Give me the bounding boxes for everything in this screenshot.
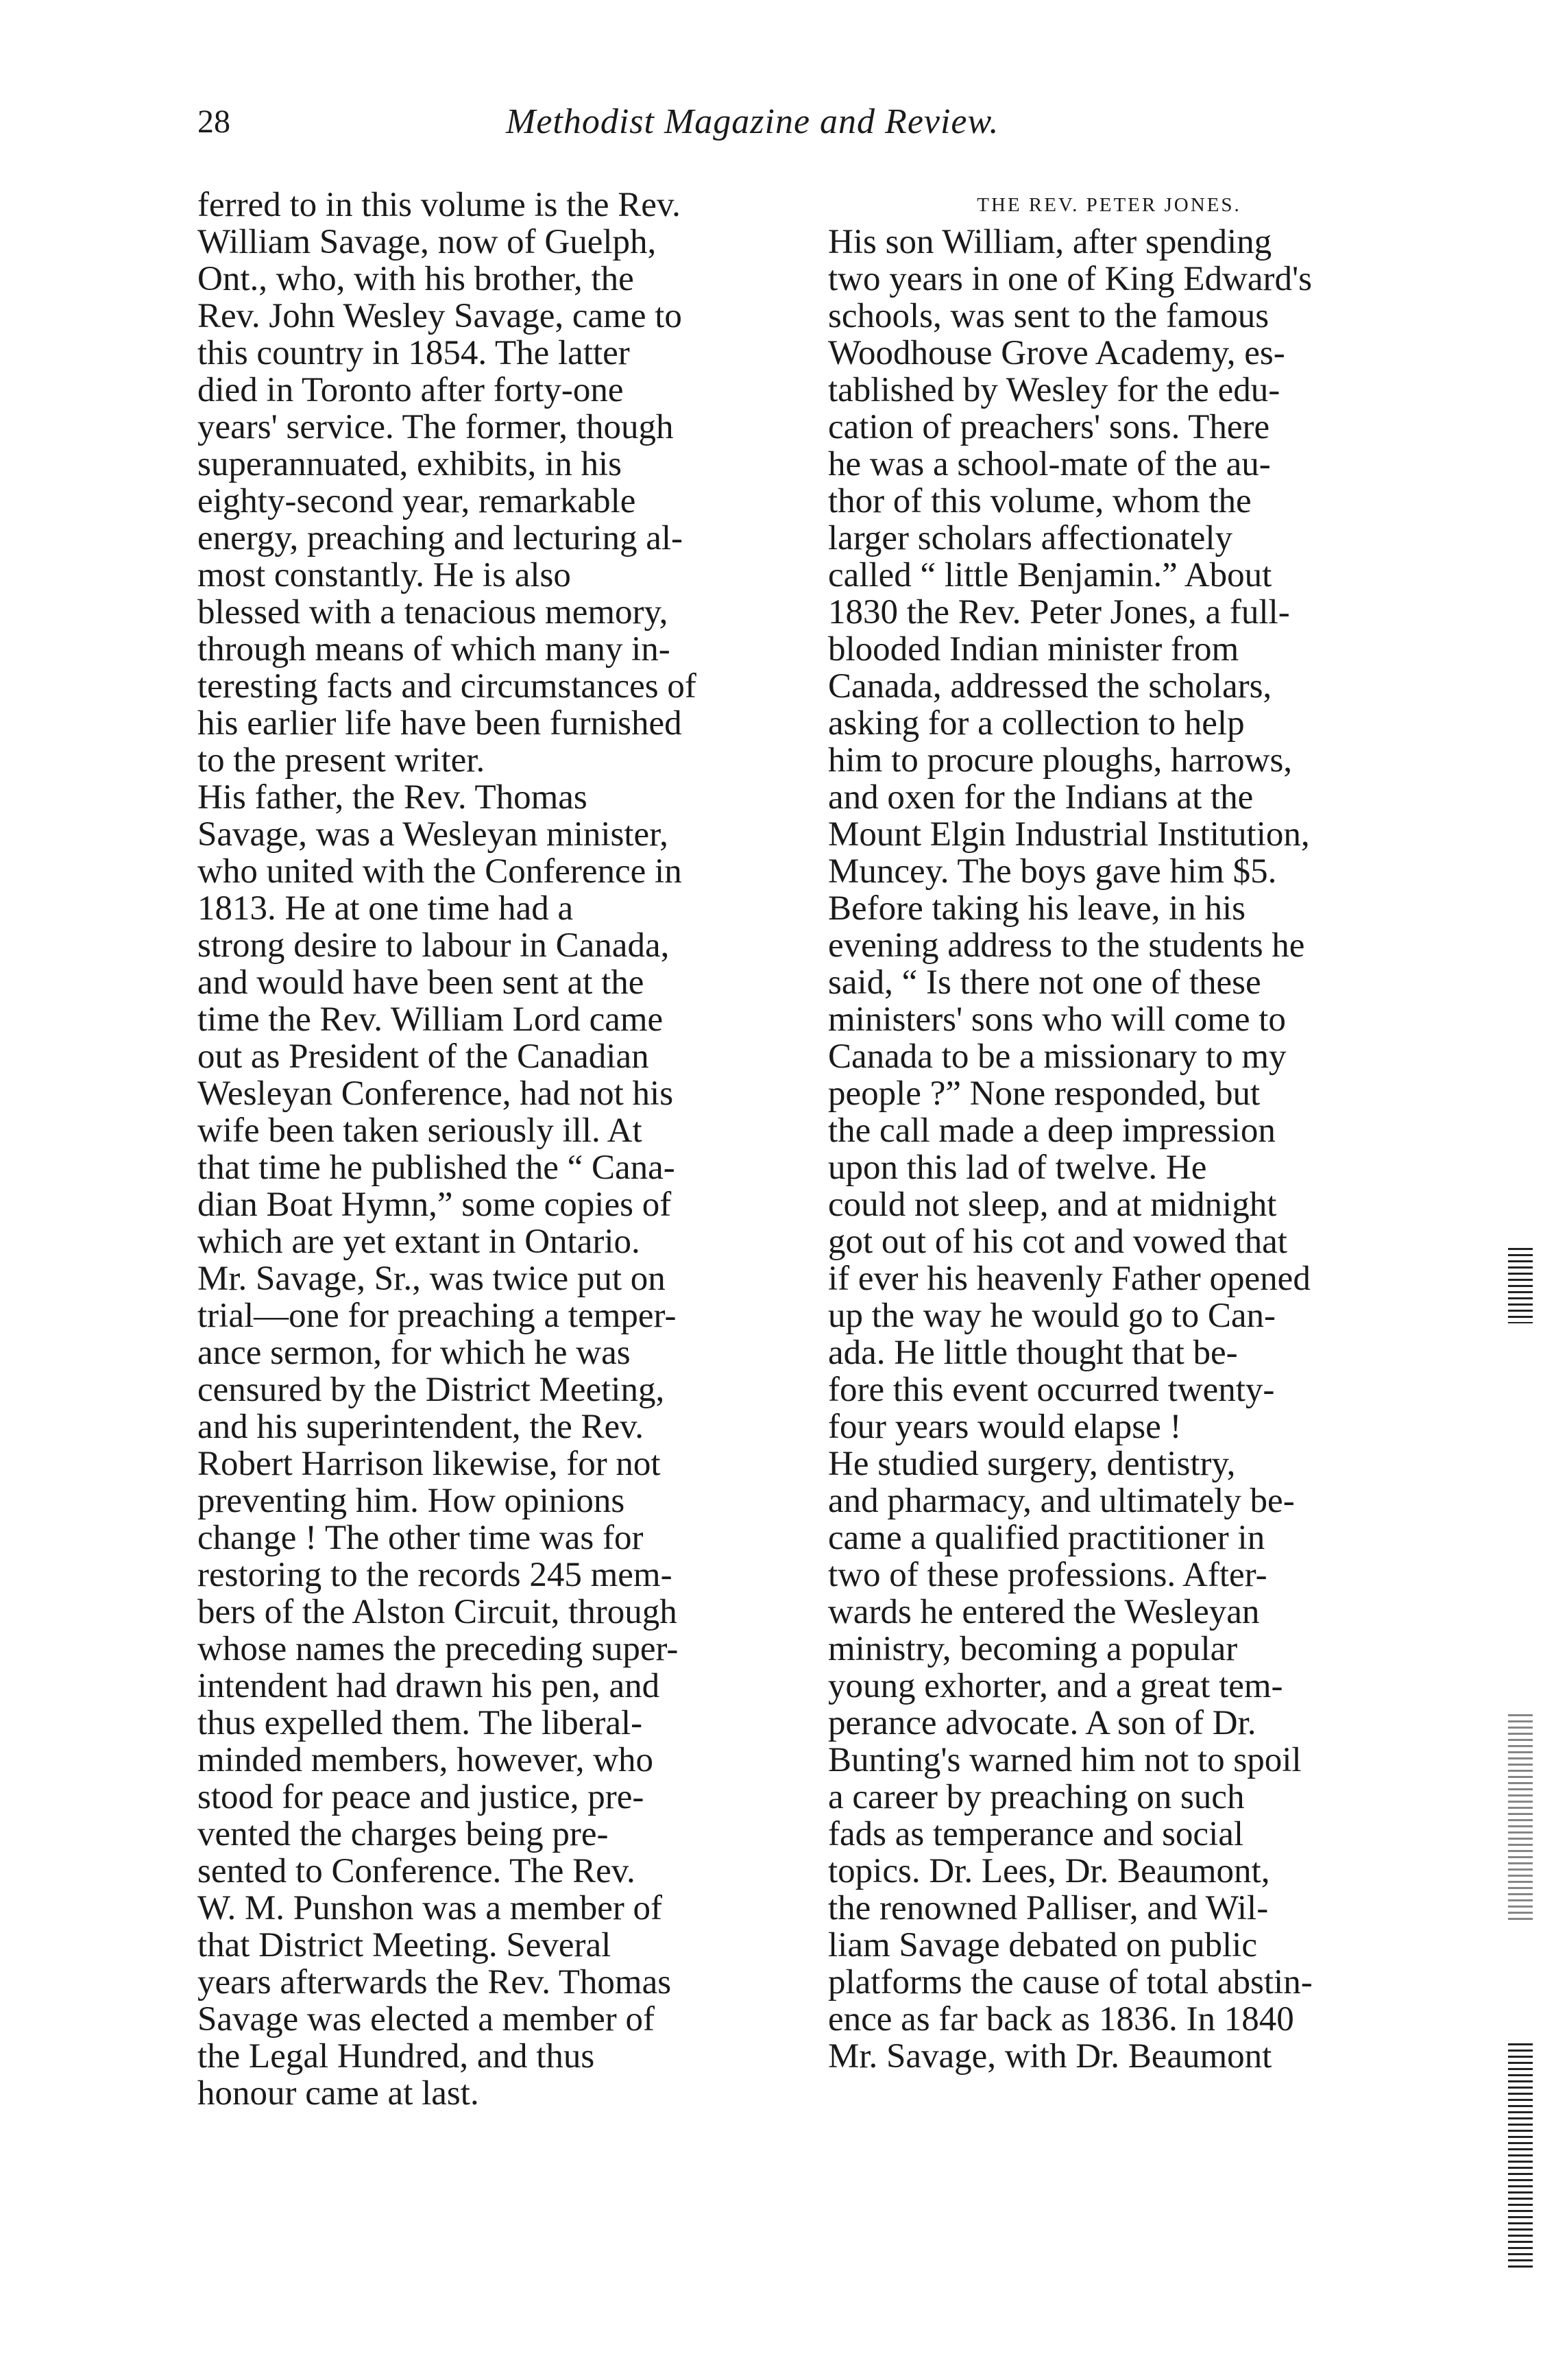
text-line: two of these professions. After- — [828, 1556, 1267, 1594]
text-line: to the present writer. — [197, 741, 485, 780]
text-line: that District Meeting. Several — [197, 1926, 611, 1964]
text-line: upon this lad of twelve. He — [828, 1149, 1207, 1187]
text-line: ance sermon, for which he was — [197, 1334, 631, 1372]
text-line: vented the charges being pre- — [197, 1815, 609, 1853]
margin-scan-mark — [1508, 1714, 1533, 1920]
text-line: and pharmacy, and ultimately be- — [828, 1482, 1295, 1520]
section-heading: THE REV. PETER JONES. — [977, 194, 1241, 216]
text-line: stood for peace and justice, pre- — [197, 1778, 644, 1816]
text-line: his earlier life have been furnished — [197, 704, 682, 743]
text-line: could not sleep, and at midnight — [828, 1186, 1277, 1224]
text-line: bers of the Alston Circuit, through — [197, 1593, 677, 1631]
text-line: William Savage, now of Guelph, — [197, 223, 657, 261]
text-line: 1813. He at one time had a — [197, 889, 574, 928]
text-line: the call made a deep impression — [828, 1111, 1276, 1150]
text-line: thus expelled them. The liberal- — [197, 1704, 643, 1742]
text-line: Canada to be a missionary to my — [828, 1037, 1287, 1076]
text-line: and would have been sent at the — [197, 963, 644, 1002]
text-line: most constantly. He is also — [197, 556, 571, 594]
text-line: that time he published the “ Cana- — [197, 1149, 675, 1187]
text-line: strong desire to labour in Canada, — [197, 926, 670, 965]
text-line: 1830 the Rev. Peter Jones, a full- — [828, 593, 1290, 632]
text-line: energy, preaching and lecturing al- — [197, 519, 683, 557]
text-line: ferred to in this volume is the Rev. — [197, 186, 681, 224]
text-line: Savage was elected a member of — [197, 2000, 655, 2039]
text-line: His son William, after spending — [828, 223, 1272, 261]
text-line: a career by preaching on such — [828, 1778, 1245, 1816]
text-line: Savage, was a Wesleyan minister, — [197, 815, 668, 854]
text-line: time the Rev. William Lord came — [197, 1000, 664, 1039]
text-line: platforms the cause of total abstin- — [828, 1963, 1313, 2002]
text-line: got out of his cot and vowed that — [828, 1223, 1287, 1261]
text-line: asking for a collection to help — [828, 704, 1245, 743]
text-line: he was a school-mate of the au- — [828, 445, 1271, 483]
text-line: ence as far back as 1836. In 1840 — [828, 2000, 1294, 2039]
text-line: Robert Harrison likewise, for not — [197, 1445, 661, 1483]
text-line: liam Savage debated on public — [828, 1926, 1257, 1964]
text-line: His father, the Rev. Thomas — [197, 778, 587, 817]
text-line: tablished by Wesley for the edu- — [828, 371, 1280, 409]
margin-scan-mark — [1508, 2043, 1533, 2270]
text-line: W. M. Punshon was a member of — [197, 1889, 663, 1927]
text-line: He studied surgery, dentistry, — [828, 1445, 1236, 1483]
text-line: up the way he would go to Can- — [828, 1297, 1276, 1335]
text-line: the Legal Hundred, and thus — [197, 2037, 595, 2076]
text-line: which are yet extant in Ontario. — [197, 1223, 640, 1261]
text-line: wife been taken seriously ill. At — [197, 1111, 642, 1150]
text-line: young exhorter, and a great tem- — [828, 1667, 1283, 1705]
text-line: him to procure ploughs, harrows, — [828, 741, 1293, 780]
text-line: ministers' sons who will come to — [828, 1000, 1286, 1039]
text-line: Rev. John Wesley Savage, came to — [197, 297, 682, 335]
text-line: out as President of the Canadian — [197, 1037, 649, 1076]
text-line: censured by the District Meeting, — [197, 1371, 665, 1409]
text-line: Bunting's warned him not to spoil — [828, 1741, 1302, 1779]
text-line: superannuated, exhibits, in his — [197, 445, 622, 483]
text-line: fore this event occurred twenty- — [828, 1371, 1275, 1409]
text-line: Ont., who, with his brother, the — [197, 260, 634, 298]
text-line: sented to Conference. The Rev. — [197, 1852, 635, 1890]
text-line: years' service. The former, though — [197, 408, 674, 446]
text-line: trial—one for preaching a temper- — [197, 1297, 677, 1335]
text-line: Mr. Savage, Sr., was twice put on — [197, 1260, 666, 1298]
text-line: perance advocate. A son of Dr. — [828, 1704, 1256, 1742]
text-line: cation of preachers' sons. There — [828, 408, 1270, 446]
text-line: eighty-second year, remarkable — [197, 482, 636, 520]
text-line: dian Boat Hymn,” some copies of — [197, 1186, 672, 1224]
text-line: ministry, becoming a popular — [828, 1630, 1238, 1668]
text-line: ada. He little thought that be- — [828, 1334, 1238, 1372]
left-text-column — [197, 187, 787, 2112]
text-line: Mount Elgin Industrial Institution, — [828, 815, 1310, 854]
running-title: Methodist Magazine and Review. — [506, 102, 999, 141]
margin-scan-mark — [1508, 1248, 1533, 1323]
text-line: evening address to the students he — [828, 926, 1305, 965]
text-line: two years in one of King Edward's — [828, 260, 1313, 298]
text-line: Mr. Savage, with Dr. Beaumont — [828, 2037, 1272, 2076]
page-number: 28 — [197, 104, 230, 140]
text-line: larger scholars affectionately — [828, 519, 1233, 557]
text-line: came a qualified practitioner in — [828, 1519, 1265, 1557]
text-line: years afterwards the Rev. Thomas — [197, 1963, 672, 2002]
text-line: called “ little Benjamin.” About — [828, 556, 1272, 594]
text-line: said, “ Is there not one of these — [828, 963, 1261, 1002]
text-line: Wesleyan Conference, had not his — [197, 1074, 674, 1113]
text-line: Before taking his leave, in his — [828, 889, 1246, 928]
text-line: fads as temperance and social — [828, 1815, 1244, 1853]
text-line: restoring to the records 245 mem- — [197, 1556, 672, 1594]
page-header — [197, 101, 1143, 156]
text-line: topics. Dr. Lees, Dr. Beaumont, — [828, 1852, 1270, 1890]
text-line: Canada, addressed the scholars, — [828, 667, 1272, 706]
text-line: preventing him. How opinions — [197, 1482, 625, 1520]
text-line: blooded Indian minister from — [828, 630, 1239, 669]
text-line: the renowned Palliser, and Wil- — [828, 1889, 1269, 1927]
right-text-column — [828, 187, 1418, 2075]
text-line: and oxen for the Indians at the — [828, 778, 1254, 817]
text-line: died in Toronto after forty-one — [197, 371, 624, 409]
text-line: if ever his heavenly Father opened — [828, 1260, 1311, 1298]
text-line: people ?” None responded, but — [828, 1074, 1261, 1113]
text-line: honour came at last. — [197, 2074, 479, 2113]
text-line: blessed with a tenacious memory, — [197, 593, 668, 632]
text-line: whose names the preceding super- — [197, 1630, 679, 1668]
text-line: and his superintendent, the Rev. — [197, 1408, 644, 1446]
text-line: schools, was sent to the famous — [828, 297, 1269, 335]
text-line: who united with the Conference in — [197, 852, 682, 891]
text-line: this country in 1854. The latter — [197, 334, 630, 372]
text-line: change ! The other time was for — [197, 1519, 644, 1557]
text-line: wards he entered the Wesleyan — [828, 1593, 1260, 1631]
text-line: intendent had drawn his pen, and — [197, 1667, 660, 1705]
text-line: through means of which many in- — [197, 630, 670, 669]
text-line: teresting facts and circumstances of — [197, 667, 696, 706]
text-line: Woodhouse Grove Academy, es- — [828, 334, 1285, 372]
text-line: four years would elapse ! — [828, 1408, 1182, 1446]
text-line: Muncey. The boys gave him $5. — [828, 852, 1277, 891]
text-line: thor of this volume, whom the — [828, 482, 1252, 520]
text-line: minded members, however, who — [197, 1741, 654, 1779]
